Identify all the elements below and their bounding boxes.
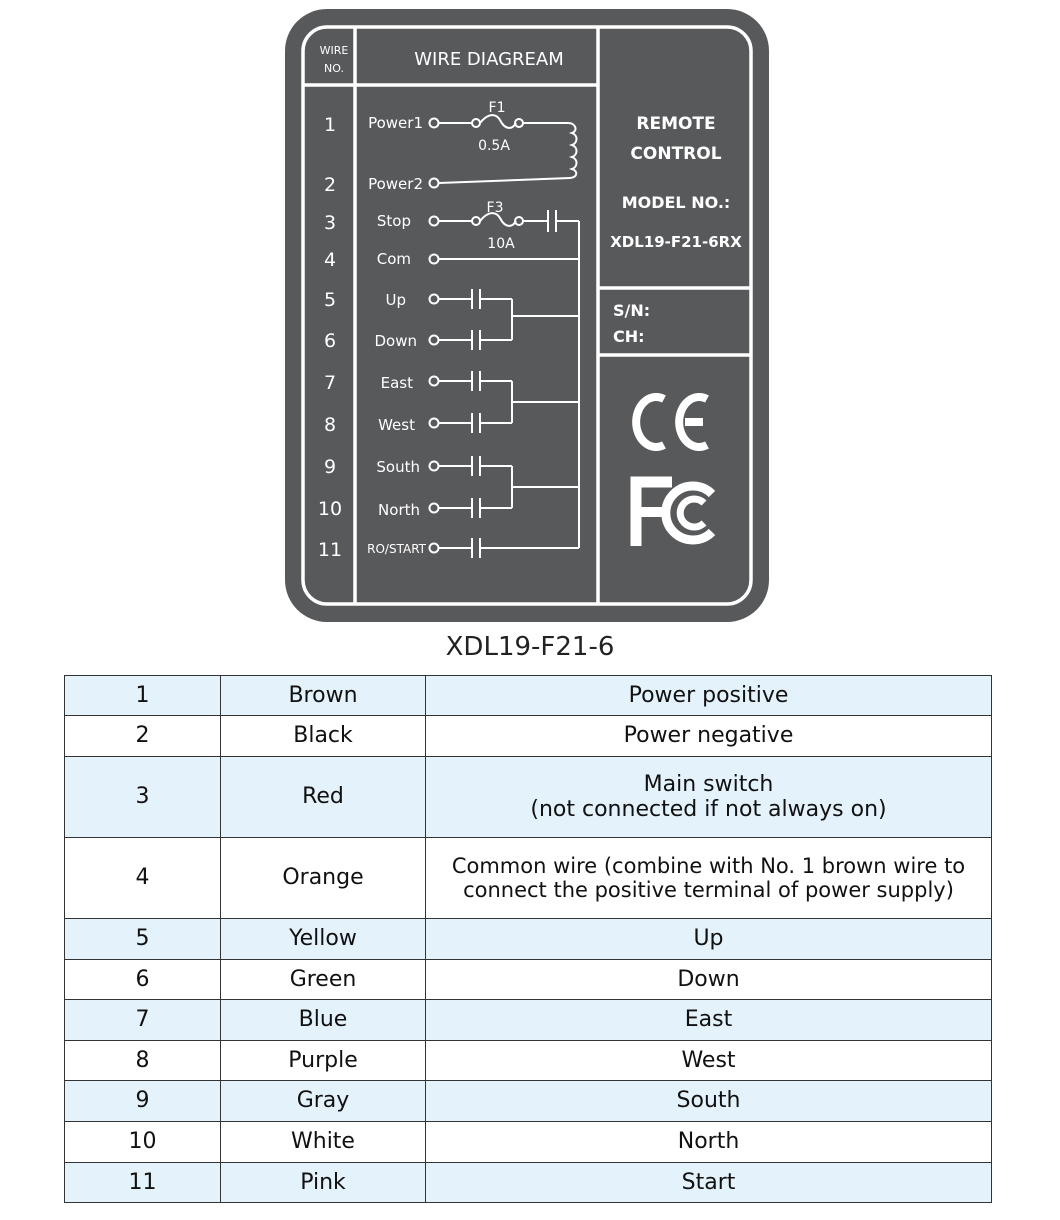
wire-function-cell: Down	[426, 960, 992, 1000]
terminal-name: Power2	[368, 175, 423, 193]
wire-color-cell: Orange	[221, 838, 426, 919]
table-row	[65, 1163, 992, 1203]
wire-color-cell: Pink	[221, 1163, 426, 1203]
wire-number: 2	[323, 174, 337, 196]
wire-no-cell: 1	[65, 676, 221, 716]
table-row	[65, 716, 992, 757]
model-caption: XDL19-F21-6	[445, 632, 615, 662]
wire-number: 9	[323, 456, 337, 478]
wire-no-cell: 7	[65, 1000, 221, 1041]
table-row	[65, 919, 992, 960]
terminal-name: West	[378, 416, 415, 434]
wire-function-cell: Up	[426, 919, 992, 960]
function-line: Common wire (combine with No. 1 brown wire to	[451, 853, 966, 878]
wire-function-cell: East	[426, 1000, 992, 1041]
wire-function-cell	[426, 838, 992, 919]
wire-color-cell: Gray	[221, 1081, 426, 1122]
function-line: (not connected if not always on)	[530, 797, 887, 822]
wire-no-cell: 9	[65, 1081, 221, 1122]
wire-number: 11	[317, 539, 343, 561]
wire-function-cell: West	[426, 1041, 992, 1081]
wire-number: 8	[323, 414, 337, 436]
wire-color-cell: Black	[221, 716, 426, 757]
wire-number: 7	[323, 372, 337, 394]
wire-no-cell: 6	[65, 960, 221, 1000]
wire-number: 5	[323, 289, 337, 311]
wire-no-cell: 4	[65, 838, 221, 919]
function-line: connect the positive terminal of power supply)	[463, 878, 954, 902]
wire-color-cell: Blue	[221, 1000, 426, 1041]
wire-no-header-line2: NO.	[324, 62, 344, 75]
table-row	[65, 1000, 992, 1041]
wire-number: 10	[317, 498, 343, 520]
wire-function-cell: Start	[426, 1163, 992, 1203]
wire-color-cell: Purple	[221, 1041, 426, 1081]
ch-label: CH:	[613, 327, 645, 346]
fuse-f1-rating: 0.5A	[478, 138, 510, 154]
fuse-f3-name: F3	[486, 200, 504, 216]
wire-function-cell	[426, 757, 992, 838]
wire-number: 6	[323, 330, 337, 352]
wire-no-cell: 11	[65, 1163, 221, 1203]
sn-label: S/N:	[613, 301, 651, 320]
table-row	[65, 1122, 992, 1163]
wire-number: 4	[323, 249, 337, 271]
wire-no-cell: 10	[65, 1122, 221, 1163]
wire-no-cell: 2	[65, 716, 221, 757]
wire-color-cell: Red	[221, 757, 426, 838]
wire-function-cell: South	[426, 1081, 992, 1122]
table-row	[65, 757, 992, 838]
function-line: Main switch	[643, 771, 774, 797]
model-no-value: XDL19-F21-6RX	[610, 233, 742, 251]
remote-control-line1: REMOTE	[636, 114, 716, 134]
wire-color-cell: White	[221, 1122, 426, 1163]
terminal-name: Up	[385, 291, 406, 309]
wire-no-cell: 5	[65, 919, 221, 960]
table-row	[65, 676, 992, 716]
wire-number: 1	[323, 114, 337, 136]
wire-no-cell: 8	[65, 1041, 221, 1081]
fuse-f1-name: F1	[488, 100, 506, 116]
terminal-name: Down	[374, 332, 417, 350]
wire-no-cell: 3	[65, 757, 221, 838]
wire-function-cell: Power negative	[426, 716, 992, 757]
wire-color-cell: Yellow	[221, 919, 426, 960]
terminal-name: Power1	[368, 114, 423, 132]
table-row	[65, 960, 992, 1000]
terminal-name: North	[378, 501, 420, 519]
wire-no-header-line1: WIRE	[319, 44, 349, 57]
wire-color-table	[64, 675, 992, 1203]
remote-control-line2: CONTROL	[630, 144, 722, 164]
wire-function-cell: North	[426, 1122, 992, 1163]
wire-function-cell: Power positive	[426, 676, 992, 716]
wire-color-cell: Green	[221, 960, 426, 1000]
wire-color-cell: Brown	[221, 676, 426, 716]
table-row	[65, 838, 992, 919]
table-row	[65, 1041, 992, 1081]
terminal-name: South	[376, 458, 420, 476]
wire-number: 3	[323, 212, 337, 234]
terminal-name: Com	[376, 250, 411, 268]
table-row	[65, 1081, 992, 1122]
terminal-name: RO/START	[367, 542, 426, 556]
terminal-name: East	[380, 374, 413, 392]
model-no-label: MODEL NO.:	[621, 193, 731, 212]
terminal-name: Stop	[376, 212, 411, 230]
diagram-title: WIRE DIAGREAM	[414, 49, 564, 70]
fuse-f3-rating: 10A	[487, 236, 515, 252]
